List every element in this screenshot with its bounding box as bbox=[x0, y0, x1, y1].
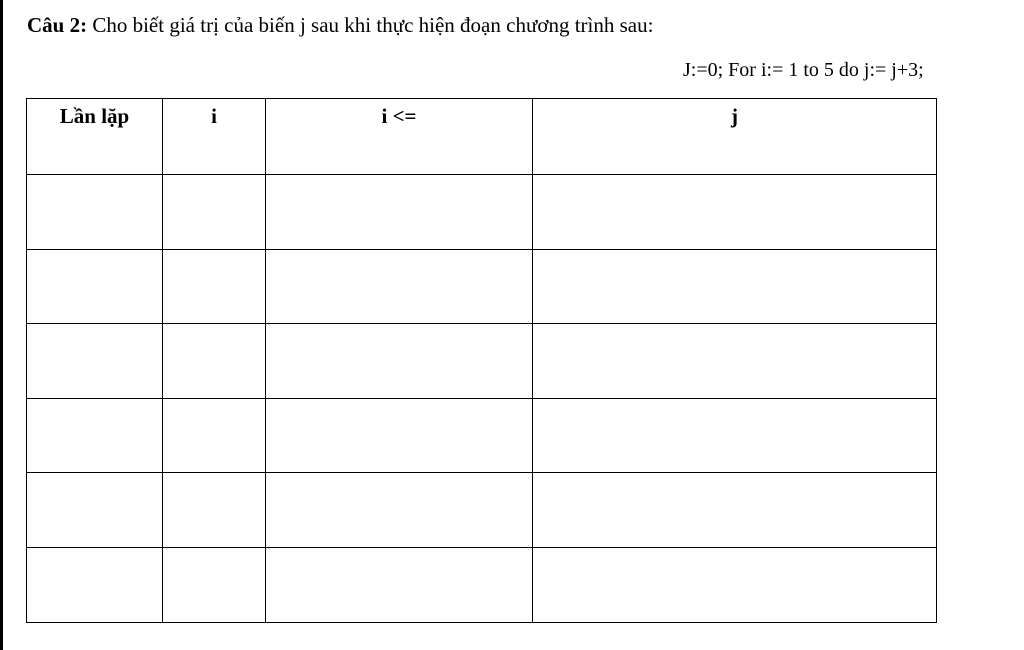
table-row bbox=[27, 175, 937, 250]
table-row bbox=[27, 324, 937, 399]
table-header-row bbox=[27, 99, 937, 175]
table-cell[interactable] bbox=[163, 547, 266, 622]
table-cell[interactable] bbox=[533, 398, 937, 473]
question-body: Cho biết giá trị của biến j sau khi thực hiện đoạn chương trình sau: bbox=[92, 13, 654, 37]
table-cell[interactable] bbox=[533, 547, 937, 622]
table-cell[interactable] bbox=[533, 324, 937, 399]
table-cell[interactable] bbox=[27, 398, 163, 473]
header-i: i bbox=[163, 99, 266, 175]
table-cell[interactable] bbox=[27, 249, 163, 324]
table-cell[interactable] bbox=[163, 175, 266, 250]
left-margin-rule bbox=[0, 0, 3, 650]
code-snippet: J:=0; For i:= 1 to 5 do j:= j+3; bbox=[683, 59, 924, 81]
table-cell[interactable] bbox=[163, 324, 266, 399]
table-cell[interactable] bbox=[266, 249, 533, 324]
trace-table bbox=[26, 98, 937, 623]
table-cell[interactable] bbox=[27, 547, 163, 622]
table-cell[interactable] bbox=[266, 324, 533, 399]
table-cell[interactable] bbox=[163, 398, 266, 473]
header-j: j bbox=[533, 99, 937, 175]
table-row bbox=[27, 473, 937, 548]
table-cell[interactable] bbox=[163, 473, 266, 548]
table-cell[interactable] bbox=[27, 473, 163, 548]
table-cell[interactable] bbox=[266, 547, 533, 622]
table-row bbox=[27, 249, 937, 324]
table-cell[interactable] bbox=[27, 324, 163, 399]
table-cell[interactable] bbox=[163, 249, 266, 324]
table-row bbox=[27, 547, 937, 622]
table-row bbox=[27, 398, 937, 473]
table-cell[interactable] bbox=[266, 398, 533, 473]
table-cell[interactable] bbox=[533, 175, 937, 250]
table-cell[interactable] bbox=[533, 249, 937, 324]
table-cell[interactable] bbox=[266, 175, 533, 250]
header-iteration: Lần lặp bbox=[27, 99, 163, 175]
table-cell[interactable] bbox=[266, 473, 533, 548]
table-cell[interactable] bbox=[533, 473, 937, 548]
question-label: Câu 2: bbox=[27, 13, 88, 37]
header-i-condition: i <= bbox=[266, 99, 533, 175]
question-text bbox=[27, 11, 653, 39]
table-cell[interactable] bbox=[27, 175, 163, 250]
